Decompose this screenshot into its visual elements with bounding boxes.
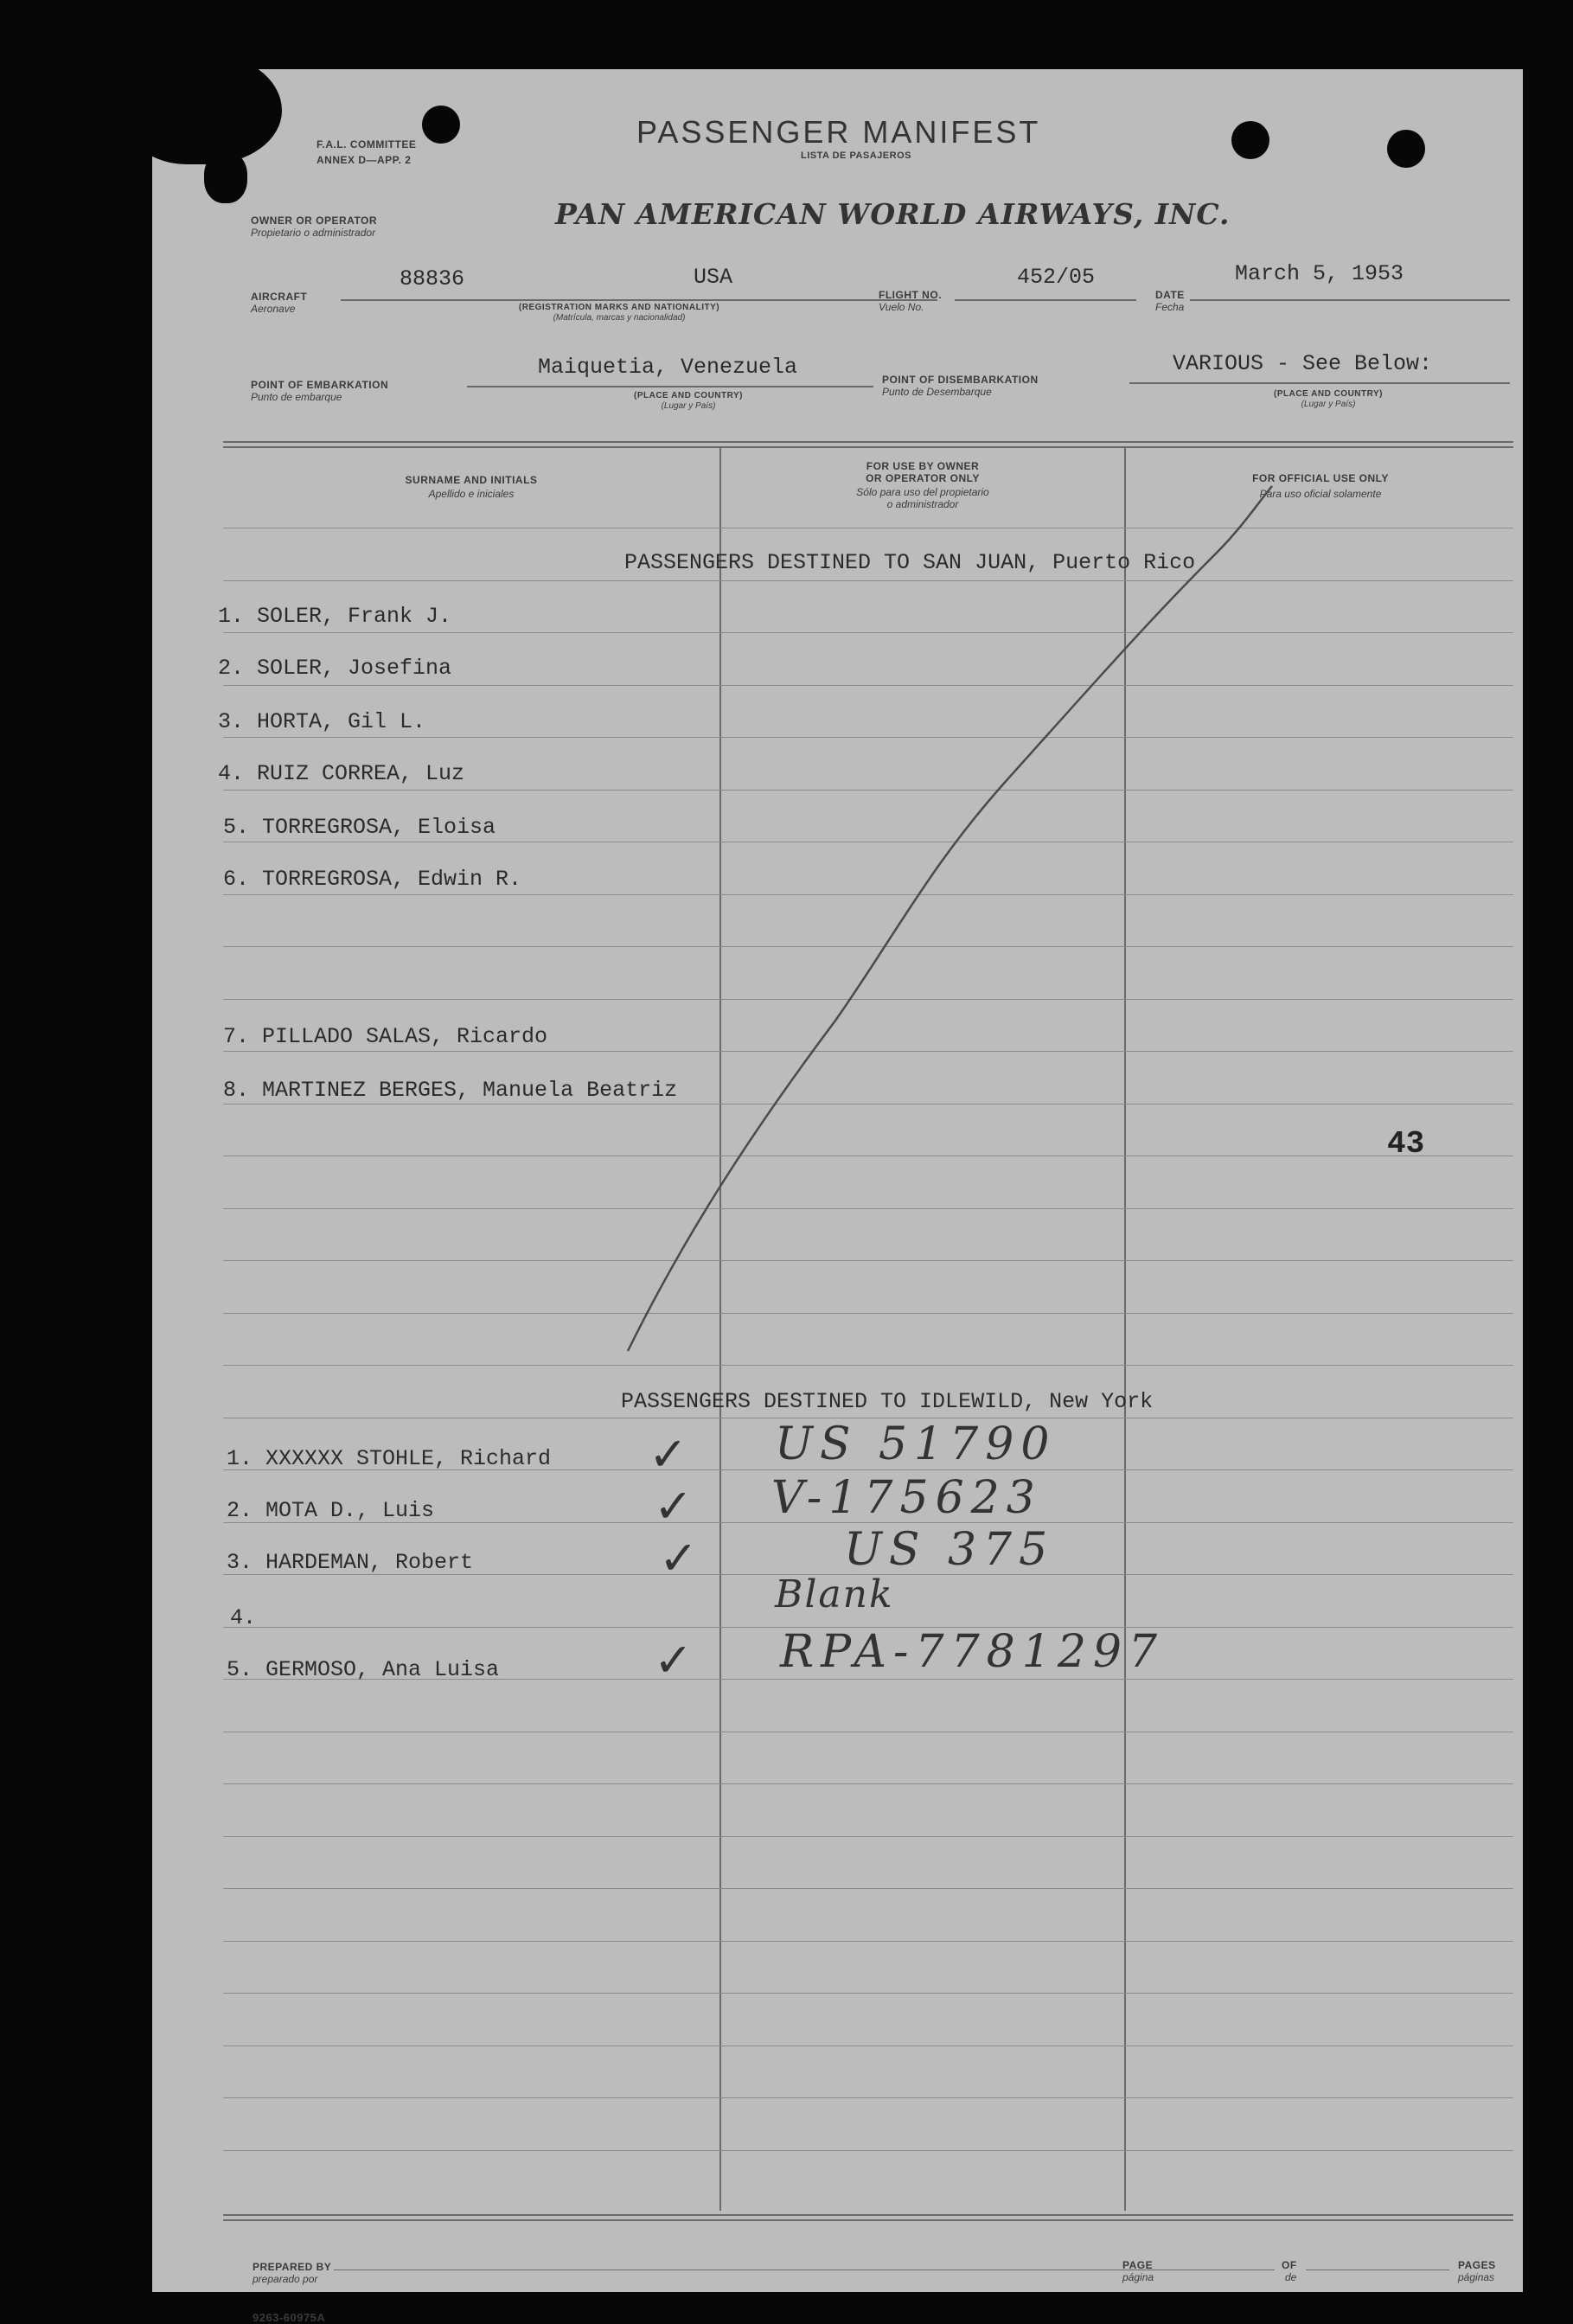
- check-mark: ✓: [654, 1633, 694, 1687]
- col-owner-use-es: Sólo para uso del propietario: [856, 486, 989, 498]
- official-number: 43: [1387, 1126, 1425, 1162]
- disembarkation-note-es: (Lugar y País): [1301, 400, 1356, 409]
- check-mark: ✓: [659, 1531, 699, 1585]
- col-official: FOR OFFICIAL USE ONLY: [1252, 472, 1389, 484]
- document-number: V-175623: [771, 1472, 1042, 1524]
- pages-label-es: páginas: [1458, 2271, 1495, 2283]
- passenger-row: 2. SOLER, Josefina: [218, 656, 452, 681]
- disembarkation-label-es: Punto de Desembarque: [882, 386, 992, 398]
- embarkation-note: (PLACE AND COUNTRY): [634, 391, 743, 400]
- aircraft-label-es: Aeronave: [251, 303, 296, 315]
- page-title: PASSENGER MANIFEST: [636, 114, 1041, 150]
- col-owner-use-es-2: o administrador: [886, 498, 959, 510]
- operator-name: PAN AMERICAN WORLD AIRWAYS, INC.: [555, 197, 1231, 231]
- document-number: US 51790: [775, 1418, 1057, 1470]
- disembarkation-label: POINT OF DISEMBARKATION: [882, 374, 1039, 386]
- passenger-row: 1. SOLER, Frank J.: [218, 604, 452, 629]
- embarkation-label-es: Punto de embarque: [251, 391, 342, 403]
- prepared-by-label: PREPARED BY: [253, 2261, 332, 2273]
- flight-number: 452/05: [1017, 265, 1096, 290]
- registration-note: (REGISTRATION MARKS AND NATIONALITY): [518, 303, 720, 312]
- prepared-by-label-es: preparado por: [253, 2273, 318, 2285]
- row-rule: [223, 1993, 1513, 1994]
- passenger-row: 5. TORREGROSA, Eloisa: [223, 815, 496, 840]
- aircraft-label: AIRCRAFT: [251, 291, 308, 303]
- date-label-es: Fecha: [1155, 301, 1185, 313]
- of-label: OF: [1282, 2259, 1297, 2271]
- passenger-row: 4. RUIZ CORREA, Luz: [218, 761, 465, 786]
- date-label: DATE: [1155, 289, 1185, 301]
- passenger-row: 4.: [230, 1605, 257, 1630]
- page-label-es: página: [1122, 2271, 1154, 2283]
- flight-label-es: Vuelo No.: [879, 301, 924, 313]
- col-surname: SURNAME AND INITIALS: [405, 474, 538, 486]
- pen-diagonal-stroke: [152, 69, 1523, 1470]
- passenger-row: 8. MARTINEZ BERGES, Manuela Beatriz: [223, 1078, 678, 1103]
- manifest-page: [152, 69, 1523, 2324]
- flight-label: FLIGHT NO.: [879, 289, 942, 301]
- committee-line: F.A.L. COMMITTEE: [317, 138, 417, 150]
- check-mark: ✓: [649, 1427, 688, 1482]
- passenger-row: 1. XXXXXX STOHLE, Richard: [227, 1446, 552, 1471]
- owner-label-es: Propietario o administrador: [251, 227, 376, 239]
- col-owner-use: FOR USE BY OWNER: [866, 460, 980, 472]
- row-rule: [223, 1783, 1513, 1784]
- check-mark: ✓: [654, 1479, 694, 1533]
- col-surname-es: Apellido e iniciales: [428, 488, 515, 500]
- page-label: PAGE: [1122, 2259, 1154, 2271]
- page-title-es: LISTA DE PASAJEROS: [801, 150, 911, 161]
- row-rule: [223, 1941, 1513, 1942]
- row-rule: [223, 1888, 1513, 1889]
- manifest-date: March 5, 1953: [1235, 261, 1404, 286]
- aircraft-registration: 88836: [400, 266, 465, 291]
- form-number: 9263-60975A: [253, 2311, 326, 2324]
- embarkation-label: POINT OF EMBARKATION: [251, 379, 389, 391]
- owner-label: OWNER OR OPERATOR: [251, 214, 378, 227]
- disembarkation-place: VARIOUS - See Below:: [1173, 351, 1433, 376]
- registration-note-es: (Matrícula, marcas y nacionalidad): [553, 313, 686, 323]
- committee-annex: ANNEX D—APP. 2: [317, 154, 412, 166]
- passenger-row: 7. PILLADO SALAS, Ricardo: [223, 1024, 548, 1049]
- col-owner-use-2: OR OPERATOR ONLY: [866, 472, 980, 484]
- document-number: Blank: [775, 1572, 894, 1617]
- row-rule: [223, 1836, 1513, 1837]
- embarkation-note-es: (Lugar y País): [661, 401, 716, 411]
- passenger-row: 3. HARDEMAN, Robert: [227, 1550, 474, 1575]
- passenger-row: 2. MOTA D., Luis: [227, 1498, 435, 1523]
- row-rule: [223, 2150, 1513, 2151]
- document-number: RPA-7781297: [780, 1626, 1165, 1678]
- passenger-row: 6. TORREGROSA, Edwin R.: [223, 867, 522, 892]
- section-heading-san-juan: PASSENGERS DESTINED TO SAN JUAN, Puerto Rico: [624, 550, 1196, 575]
- aircraft-nationality: USA: [694, 265, 733, 290]
- section-heading-idlewild: PASSENGERS DESTINED TO IDLEWILD, New York: [621, 1389, 1154, 1414]
- of-label-es: de: [1285, 2271, 1297, 2283]
- row-rule: [223, 2097, 1513, 2098]
- passenger-row: 5. GERMOSO, Ana Luisa: [227, 1657, 500, 1682]
- document-number: US 375: [844, 1524, 1055, 1576]
- pages-label: PAGES: [1458, 2259, 1496, 2271]
- col-official-es: Para uso oficial solamente: [1259, 488, 1382, 500]
- disembarkation-note: (PLACE AND COUNTRY): [1274, 389, 1383, 399]
- passenger-row: 3. HORTA, Gil L.: [218, 709, 426, 734]
- embarkation-place: Maiquetia, Venezuela: [538, 355, 798, 380]
